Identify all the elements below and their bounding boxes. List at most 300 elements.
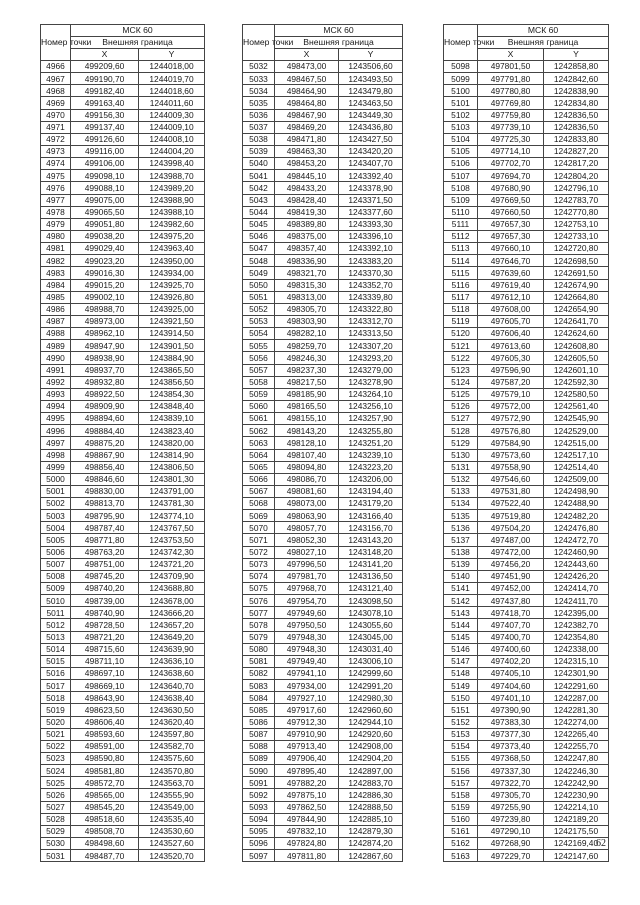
- table-row: [444, 740, 609, 752]
- table-row: [41, 158, 205, 170]
- y-coordinate: 1243239,10: [339, 449, 403, 461]
- y-coordinate: 1243313,50: [339, 328, 403, 340]
- table-row: [41, 619, 205, 631]
- table-row: [41, 437, 205, 449]
- x-coordinate: 497584,90: [478, 437, 544, 449]
- y-coordinate: 1243493,50: [339, 73, 403, 85]
- point-number: 4988: [41, 328, 71, 340]
- y-coordinate: 1242529,00: [544, 425, 609, 437]
- table-row: [444, 583, 609, 595]
- table-row: [444, 704, 609, 716]
- x-coordinate: 498581,80: [71, 765, 139, 777]
- table-row: [41, 643, 205, 655]
- y-coordinate: 1242460,90: [544, 546, 609, 558]
- x-coordinate: 497596,90: [478, 364, 544, 376]
- x-coordinate: 497913,40: [275, 740, 339, 752]
- point-number: 5080: [243, 643, 275, 655]
- table-row: [444, 267, 609, 279]
- point-number: 5062: [243, 425, 275, 437]
- y-coordinate: 1243530,60: [139, 825, 205, 837]
- y-coordinate: 1243950,00: [139, 255, 205, 267]
- y-coordinate: 1243925,70: [139, 279, 205, 291]
- point-number: 5132: [444, 473, 478, 485]
- point-number: 5162: [444, 838, 478, 850]
- table-row: [444, 546, 609, 558]
- point-number: 5082: [243, 668, 275, 680]
- x-coordinate: 498937,70: [71, 364, 139, 376]
- point-number: 5013: [41, 631, 71, 643]
- table-row: [41, 206, 205, 218]
- y-coordinate: 1243006,10: [339, 655, 403, 667]
- y-coordinate: 1243666,20: [139, 607, 205, 619]
- y-header: Y: [339, 49, 403, 61]
- table-row: [41, 145, 205, 157]
- y-coordinate: 1242411,70: [544, 595, 609, 607]
- point-number: 4990: [41, 352, 71, 364]
- table-row: [41, 716, 205, 728]
- x-coordinate: 499015,20: [71, 279, 139, 291]
- y-coordinate: 1242674,90: [544, 279, 609, 291]
- point-number: 5022: [41, 740, 71, 752]
- table-row: [444, 97, 609, 109]
- x-coordinate: 497373,40: [478, 740, 544, 752]
- y-coordinate: 1242338,00: [544, 643, 609, 655]
- point-number: 5024: [41, 765, 71, 777]
- x-coordinate: 499190,70: [71, 73, 139, 85]
- point-number: 5023: [41, 753, 71, 765]
- point-number: 5144: [444, 619, 478, 631]
- point-number: 5017: [41, 680, 71, 692]
- y-coordinate: 1242515,00: [544, 437, 609, 449]
- table-row: [41, 364, 205, 376]
- x-coordinate: 498185,90: [275, 388, 339, 400]
- point-number: 5055: [243, 340, 275, 352]
- point-number: 4976: [41, 182, 71, 194]
- point-number: 5109: [444, 194, 478, 206]
- table-row: [444, 558, 609, 570]
- point-number: 5065: [243, 461, 275, 473]
- y-coordinate: 1242664,80: [544, 291, 609, 303]
- table-row: [444, 315, 609, 327]
- x-coordinate: 498988,70: [71, 303, 139, 315]
- x-coordinate: 499126,60: [71, 133, 139, 145]
- table-row: [41, 583, 205, 595]
- y-header: Y: [139, 49, 205, 61]
- point-number: 5111: [444, 218, 478, 230]
- x-coordinate: 497981,70: [275, 570, 339, 582]
- y-coordinate: 1244004,20: [139, 145, 205, 157]
- point-number: 5031: [41, 850, 71, 862]
- x-coordinate: 498453,20: [275, 158, 339, 170]
- x-coordinate: 497660,10: [478, 243, 544, 255]
- point-number: 5099: [444, 73, 478, 85]
- x-coordinate: 497418,70: [478, 607, 544, 619]
- table-row: [41, 461, 205, 473]
- x-coordinate: 498606,40: [71, 716, 139, 728]
- y-coordinate: 1243148,20: [339, 546, 403, 558]
- x-coordinate: 498813,70: [71, 498, 139, 510]
- y-coordinate: 1243264,10: [339, 388, 403, 400]
- point-number: 4985: [41, 291, 71, 303]
- x-coordinate: 498593,60: [71, 728, 139, 740]
- y-coordinate: 1243535,40: [139, 813, 205, 825]
- x-coordinate: 497587,20: [478, 376, 544, 388]
- y-coordinate: 1242834,80: [544, 97, 609, 109]
- table-row: [243, 230, 403, 242]
- table-row: [243, 413, 403, 425]
- point-number: 5019: [41, 704, 71, 716]
- table-row: [243, 61, 403, 73]
- point-number: 5135: [444, 510, 478, 522]
- table-row: [444, 498, 609, 510]
- point-number: 4998: [41, 449, 71, 461]
- table-row: [41, 133, 205, 145]
- point-number: 5075: [243, 583, 275, 595]
- table-row: [243, 279, 403, 291]
- point-number: 5074: [243, 570, 275, 582]
- x-coordinate: 498027,10: [275, 546, 339, 558]
- point-number: 5059: [243, 388, 275, 400]
- point-number: 5131: [444, 461, 478, 473]
- table-row: [444, 716, 609, 728]
- point-number: 5078: [243, 619, 275, 631]
- point-number: 5108: [444, 182, 478, 194]
- point-number: 5105: [444, 145, 478, 157]
- y-coordinate: 1242476,80: [544, 522, 609, 534]
- table-row: [444, 461, 609, 473]
- table-row: [41, 279, 205, 291]
- table-row: [41, 655, 205, 667]
- y-coordinate: 1244018,00: [139, 61, 205, 73]
- x-coordinate: 498711,10: [71, 655, 139, 667]
- y-coordinate: 1243378,90: [339, 182, 403, 194]
- table-row: [41, 376, 205, 388]
- table-row: [41, 315, 205, 327]
- table-row: [41, 753, 205, 765]
- y-coordinate: 1242920,60: [339, 728, 403, 740]
- point-number: 5068: [243, 498, 275, 510]
- table-row: [243, 145, 403, 157]
- x-coordinate: 498303,90: [275, 315, 339, 327]
- point-number: 5155: [444, 753, 478, 765]
- y-coordinate: 1242426,20: [544, 570, 609, 582]
- x-coordinate: 497780,80: [478, 85, 544, 97]
- y-coordinate: 1243179,20: [339, 498, 403, 510]
- point-number: 5002: [41, 498, 71, 510]
- x-coordinate: 498357,40: [275, 243, 339, 255]
- table-row: [243, 243, 403, 255]
- point-number: 5104: [444, 133, 478, 145]
- x-coordinate: 498572,70: [71, 777, 139, 789]
- table-row: [444, 243, 609, 255]
- table-row: [243, 728, 403, 740]
- point-number: 5028: [41, 813, 71, 825]
- table-row: [444, 218, 609, 230]
- table-row: [444, 73, 609, 85]
- table-row: [41, 291, 205, 303]
- y-coordinate: 1242514,40: [544, 461, 609, 473]
- x-coordinate: 497702,70: [478, 158, 544, 170]
- x-coordinate: 499209,60: [71, 61, 139, 73]
- table-row: [243, 583, 403, 595]
- x-coordinate: 499002,10: [71, 291, 139, 303]
- y-coordinate: 1242770,80: [544, 206, 609, 218]
- y-coordinate: 1242443,60: [544, 558, 609, 570]
- x-coordinate: 498463,30: [275, 145, 339, 157]
- x-coordinate: 498165,50: [275, 400, 339, 412]
- y-coordinate: 1243639,90: [139, 643, 205, 655]
- x-coordinate: 497832,10: [275, 825, 339, 837]
- y-coordinate: 1243823,40: [139, 425, 205, 437]
- point-number: 5141: [444, 583, 478, 595]
- x-coordinate: 499156,30: [71, 109, 139, 121]
- point-number: 5083: [243, 680, 275, 692]
- table-row: [243, 425, 403, 437]
- y-coordinate: 1243854,30: [139, 388, 205, 400]
- y-coordinate: 1242980,30: [339, 692, 403, 704]
- x-coordinate: 497290,10: [478, 825, 544, 837]
- y-coordinate: 1243278,90: [339, 376, 403, 388]
- y-coordinate: 1242175,50: [544, 825, 609, 837]
- x-coordinate: 498591,00: [71, 740, 139, 752]
- table-row: [444, 777, 609, 789]
- table-row: [243, 631, 403, 643]
- x-coordinate: 497531,80: [478, 485, 544, 497]
- x-coordinate: 497572,90: [478, 413, 544, 425]
- x-coordinate: 498428,40: [275, 194, 339, 206]
- y-coordinate: 1244018,60: [139, 85, 205, 97]
- point-number: 5113: [444, 243, 478, 255]
- point-number: 5048: [243, 255, 275, 267]
- x-coordinate: 498128,10: [275, 437, 339, 449]
- point-number: 4991: [41, 364, 71, 376]
- point-number: 5086: [243, 716, 275, 728]
- y-coordinate: 1242874,20: [339, 838, 403, 850]
- x-coordinate: 497522,40: [478, 498, 544, 510]
- x-coordinate: 497801,50: [478, 61, 544, 73]
- point-number: 5029: [41, 825, 71, 837]
- y-coordinate: 1242883,70: [339, 777, 403, 789]
- y-coordinate: 1243988,90: [139, 194, 205, 206]
- y-coordinate: 1243371,50: [339, 194, 403, 206]
- table-row: [243, 328, 403, 340]
- x-coordinate: 499182,40: [71, 85, 139, 97]
- x-coordinate: 498623,50: [71, 704, 139, 716]
- y-coordinate: 1242908,00: [339, 740, 403, 752]
- point-number: 5050: [243, 279, 275, 291]
- y-coordinate: 1242488,90: [544, 498, 609, 510]
- x-coordinate: 497791,80: [478, 73, 544, 85]
- point-number: 5033: [243, 73, 275, 85]
- point-number: 5052: [243, 303, 275, 315]
- x-coordinate: 497657,30: [478, 218, 544, 230]
- point-number: 5093: [243, 801, 275, 813]
- point-number: 5124: [444, 376, 478, 388]
- point-number: 5061: [243, 413, 275, 425]
- table-row: [41, 61, 205, 73]
- table-row: [41, 607, 205, 619]
- point-number: 5011: [41, 607, 71, 619]
- table-row: [243, 376, 403, 388]
- point-number: 5005: [41, 534, 71, 546]
- table-row: [444, 170, 609, 182]
- point-number: 5063: [243, 437, 275, 449]
- x-coordinate: 497606,40: [478, 328, 544, 340]
- x-coordinate: 499163,40: [71, 97, 139, 109]
- point-number: 5145: [444, 631, 478, 643]
- point-number: 5115: [444, 267, 478, 279]
- x-coordinate: 498217,50: [275, 376, 339, 388]
- table-row: [444, 728, 609, 740]
- table-row: [243, 643, 403, 655]
- x-coordinate: 499038,20: [71, 230, 139, 242]
- point-number: 4969: [41, 97, 71, 109]
- x-coordinate: 498909,90: [71, 400, 139, 412]
- table-row: [243, 740, 403, 752]
- table-row: [243, 680, 403, 692]
- y-coordinate: 1243463,50: [339, 97, 403, 109]
- point-number: 4996: [41, 425, 71, 437]
- point-number: 5026: [41, 789, 71, 801]
- point-number: 5053: [243, 315, 275, 327]
- table-row: [444, 668, 609, 680]
- y-coordinate: 1243678,00: [139, 595, 205, 607]
- table-row: [444, 85, 609, 97]
- point-number: 5121: [444, 340, 478, 352]
- y-coordinate: 1242804,20: [544, 170, 609, 182]
- x-coordinate: 497229,70: [478, 850, 544, 862]
- table-row: [41, 570, 205, 582]
- table-row: [444, 206, 609, 218]
- table-row: [243, 352, 403, 364]
- y-coordinate: 1243527,60: [139, 838, 205, 850]
- point-number: 5043: [243, 194, 275, 206]
- y-coordinate: 1243339,80: [339, 291, 403, 303]
- table-row: [41, 789, 205, 801]
- table-row: [41, 400, 205, 412]
- x-coordinate: 498246,30: [275, 352, 339, 364]
- y-coordinate: 1242242,90: [544, 777, 609, 789]
- point-number: 4968: [41, 85, 71, 97]
- table-row: [243, 449, 403, 461]
- x-coordinate: 498057,70: [275, 522, 339, 534]
- y-coordinate: 1242654,90: [544, 303, 609, 315]
- point-number: 5067: [243, 485, 275, 497]
- table-row: [243, 218, 403, 230]
- table-row: [41, 121, 205, 133]
- y-coordinate: 1242472,70: [544, 534, 609, 546]
- x-coordinate: 497941,10: [275, 668, 339, 680]
- table-row: [243, 825, 403, 837]
- x-coordinate: 497322,70: [478, 777, 544, 789]
- x-coordinate: 498973,00: [71, 315, 139, 327]
- point-number: 5107: [444, 170, 478, 182]
- y-coordinate: 1242545,90: [544, 413, 609, 425]
- point-number: 5076: [243, 595, 275, 607]
- y-coordinate: 1243279,00: [339, 364, 403, 376]
- point-number: 4979: [41, 218, 71, 230]
- point-number: 5006: [41, 546, 71, 558]
- table-row: [444, 753, 609, 765]
- y-coordinate: 1242783,70: [544, 194, 609, 206]
- y-coordinate: 1243884,90: [139, 352, 205, 364]
- table-row: [243, 267, 403, 279]
- x-coordinate: 497882,20: [275, 777, 339, 789]
- table-row: [41, 510, 205, 522]
- point-number: 5106: [444, 158, 478, 170]
- y-coordinate: 1242301,90: [544, 668, 609, 680]
- y-coordinate: 1242720,80: [544, 243, 609, 255]
- x-coordinate: 497402,20: [478, 655, 544, 667]
- point-number: 5010: [41, 595, 71, 607]
- point-number: 5007: [41, 558, 71, 570]
- x-coordinate: 497769,80: [478, 97, 544, 109]
- y-coordinate: 1243801,30: [139, 473, 205, 485]
- table-row: [243, 255, 403, 267]
- x-coordinate: 497558,90: [478, 461, 544, 473]
- y-coordinate: 1242230,90: [544, 789, 609, 801]
- y-coordinate: 1243506,60: [339, 61, 403, 73]
- x-coordinate: 498315,30: [275, 279, 339, 291]
- x-coordinate: 497472,00: [478, 546, 544, 558]
- point-number: 5038: [243, 133, 275, 145]
- table-row: [41, 85, 205, 97]
- y-coordinate: 1242274,00: [544, 716, 609, 728]
- boundary-header: Внешняя граница: [71, 37, 205, 49]
- point-number: 5034: [243, 85, 275, 97]
- table-row: [243, 364, 403, 376]
- point-number: 5030: [41, 838, 71, 850]
- point-number: 5150: [444, 692, 478, 704]
- table-row: [243, 595, 403, 607]
- table-row: [243, 777, 403, 789]
- x-coordinate: 499016,30: [71, 267, 139, 279]
- x-coordinate: 498894,60: [71, 413, 139, 425]
- point-number: 4971: [41, 121, 71, 133]
- point-number: 5092: [243, 789, 275, 801]
- point-number: 5070: [243, 522, 275, 534]
- x-coordinate: 497572,00: [478, 400, 544, 412]
- x-coordinate: 498771,80: [71, 534, 139, 546]
- table-row: [41, 595, 205, 607]
- x-coordinate: 497305,70: [478, 789, 544, 801]
- y-coordinate: 1243753,50: [139, 534, 205, 546]
- y-coordinate: 1242592,30: [544, 376, 609, 388]
- x-coordinate: 497619,40: [478, 279, 544, 291]
- point-number: 5090: [243, 765, 275, 777]
- table-row: [444, 303, 609, 315]
- y-coordinate: 1242733,10: [544, 230, 609, 242]
- y-coordinate: 1243975,20: [139, 230, 205, 242]
- table-row: [444, 850, 609, 862]
- table-row: [243, 315, 403, 327]
- coords-body: [444, 61, 609, 862]
- x-header: X: [478, 49, 544, 61]
- x-coordinate: 498947,90: [71, 340, 139, 352]
- y-coordinate: 1243479,80: [339, 85, 403, 97]
- x-coordinate: 498922,50: [71, 388, 139, 400]
- table-row: [444, 631, 609, 643]
- table-row: [243, 753, 403, 765]
- y-coordinate: 1242315,10: [544, 655, 609, 667]
- x-coordinate: 499098,10: [71, 170, 139, 182]
- x-coordinate: 498237,30: [275, 364, 339, 376]
- point-number: 4994: [41, 400, 71, 412]
- point-number: 5143: [444, 607, 478, 619]
- y-coordinate: 1243630,50: [139, 704, 205, 716]
- x-coordinate: 498313,00: [275, 291, 339, 303]
- table-row: [243, 558, 403, 570]
